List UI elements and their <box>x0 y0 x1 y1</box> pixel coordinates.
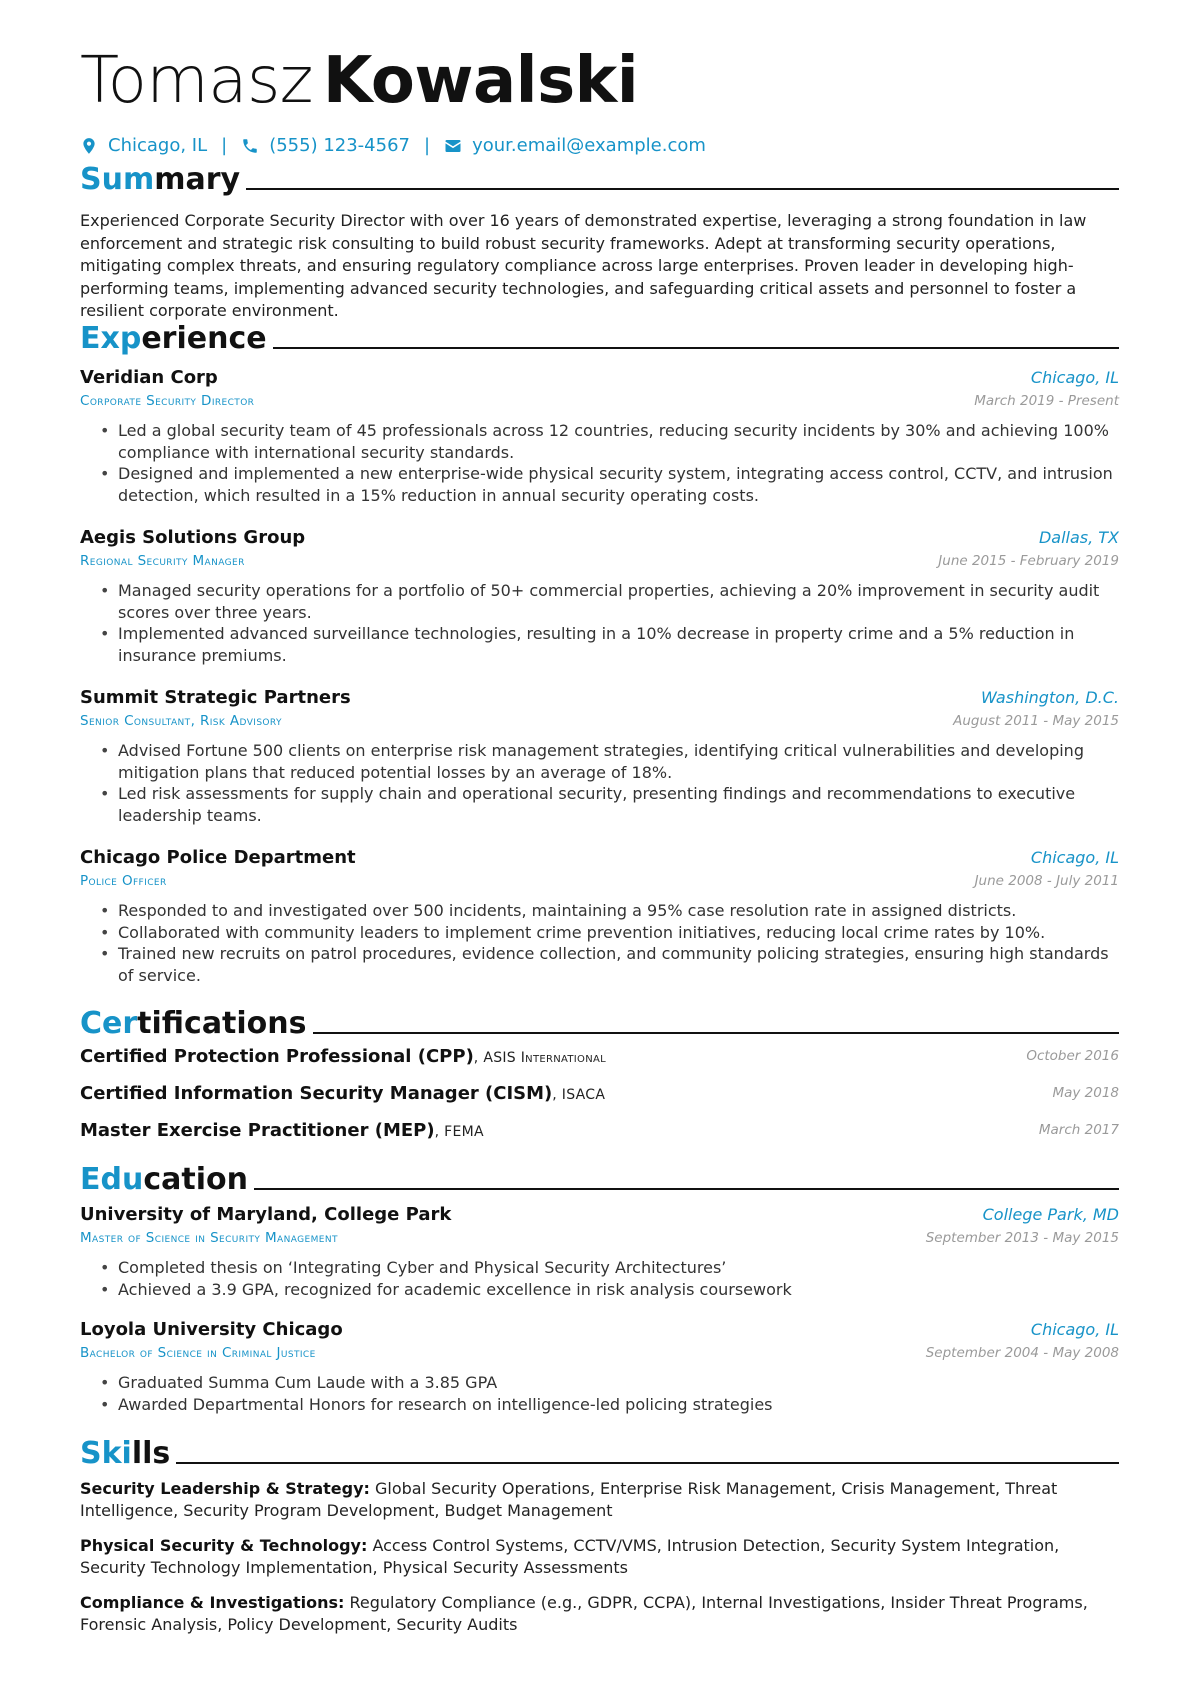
location-text: Chicago, IL <box>108 135 208 156</box>
map-pin-icon <box>80 137 98 155</box>
certification-item: Certified Information Security Manager (CISM), ISACA May 2018 <box>80 1083 1119 1104</box>
skill-group-label: Security Leadership & Strategy: <box>80 1479 370 1498</box>
contact-bar <box>80 135 706 156</box>
bullet-item: • Achieved a 3.9 GPA, recognized for academic excellence in risk analysis coursework <box>118 1279 1119 1301</box>
experience-entry <box>80 846 1119 986</box>
job-title: Senior Consultant, Risk Advisory <box>80 713 282 729</box>
contact-phone[interactable] <box>241 135 410 156</box>
certification-name: Certified Protection Professional (CPP) <box>80 1046 474 1067</box>
bullet-item: • Responded to and investigated over 500 incidents, maintaining a 95% case resolution rate in assigned districts. <box>118 900 1119 922</box>
skill-group <box>80 1592 1119 1636</box>
section-title: Experience <box>80 321 267 356</box>
skill-group-text: Global Security Operations, Enterprise Risk Management, Crisis Management, Threat Intelligence, Security Program Development, Budget Management <box>80 1479 1058 1520</box>
job-dates: August 2011 - May 2015 <box>953 713 1119 729</box>
bullet-list <box>80 740 1119 826</box>
bullet-list <box>80 420 1119 506</box>
experience-entry <box>80 366 1119 506</box>
phone-text: (555) 123-4567 <box>269 135 410 156</box>
bullet-list <box>80 900 1119 986</box>
certification-date: March 2017 <box>1038 1122 1119 1138</box>
section-title: Skills <box>80 1436 171 1471</box>
bullet-item: • Led risk assessments for supply chain and operational security, presenting findings and recommendations to executive leadership teams. <box>118 783 1119 826</box>
skill-group-text: Regulatory Compliance (e.g., GDPR, CCPA), Internal Investigations, Insider Threat Programs, Forensic Analysis, Policy Development, Security Audits <box>80 1593 1088 1634</box>
job-title: Corporate Security Director <box>80 393 255 409</box>
section-title: Summary <box>80 162 241 197</box>
certification-date: May 2018 <box>1052 1085 1119 1101</box>
school-name: University of Maryland, College Park <box>80 1204 452 1225</box>
education-section-header <box>80 1156 1119 1196</box>
contact-separator: | <box>424 135 431 156</box>
summary-text: Experienced Corporate Security Director with over 16 years of demonstrated expertise, leveraging a strong foundation in law enforcement and strategic risk consulting to build robust security frameworks. Adept at transforming security operations, mitigating complex threats, and ensuring regulatory compliance across large enterprises. Proven leader in developing high-performing teams, implementing advanced security technologies, and safeguarding critical assets and personnel to foster a resilient corporate environment. <box>80 211 1087 320</box>
degree-name: Master of Science in Security Management <box>80 1230 338 1246</box>
bullet-item: • Designed and implemented a new enterprise-wide physical security system, integrating access control, CCTV, and intrusion detection, which resulted in a 15% reduction in annual security operating costs. <box>118 463 1119 506</box>
skill-group-label: Physical Security & Technology: <box>80 1536 368 1555</box>
school-location: Chicago, IL <box>1030 1320 1119 1339</box>
job-dates: June 2015 - February 2019 <box>938 553 1119 569</box>
section-rule <box>176 1462 1119 1464</box>
employer-name: Aegis Solutions Group <box>80 527 306 548</box>
certification-issuer: FEMA <box>444 1124 484 1140</box>
certification-issuer: ISACA <box>561 1087 606 1103</box>
skill-group-label: Compliance & Investigations: <box>80 1593 345 1612</box>
experience-entry <box>80 686 1119 826</box>
bullet-item: • Completed thesis on ‘Integrating Cyber and Physical Security Architectures’ <box>118 1257 1119 1279</box>
section-rule <box>313 1032 1119 1034</box>
skill-group <box>80 1478 1119 1522</box>
contact-email[interactable] <box>444 135 706 156</box>
section-rule <box>246 188 1119 190</box>
certifications-section-header <box>80 1000 1119 1040</box>
school-location: College Park, MD <box>982 1205 1119 1224</box>
education-entry <box>80 1318 1119 1415</box>
school-dates: September 2013 - May 2015 <box>925 1230 1119 1246</box>
experience-section-header <box>80 315 1119 355</box>
job-location: Chicago, IL <box>1030 368 1119 387</box>
bullet-item: • Graduated Summa Cum Laude with a 3.85 GPA <box>118 1372 1119 1394</box>
school-dates: September 2004 - May 2008 <box>925 1345 1119 1361</box>
skill-group-text: Access Control Systems, CCTV/VMS, Intrusion Detection, Security System Integration, Security Technology Implementation, Physical Security Assessments <box>80 1536 1060 1577</box>
last-name: Kowalski <box>322 44 639 118</box>
email-text: your.email@example.com <box>472 135 706 156</box>
school-name: Loyola University Chicago <box>80 1319 343 1340</box>
employer-name: Veridian Corp <box>80 367 218 388</box>
job-location: Dallas, TX <box>1038 528 1119 547</box>
name-heading <box>80 44 638 124</box>
bullet-item: • Led a global security team of 45 professionals across 12 countries, reducing security incidents by 30% and achieving 100% compliance with international security standards. <box>118 420 1119 463</box>
degree-name: Bachelor of Science in Criminal Justice <box>80 1345 316 1361</box>
section-title: Education <box>80 1162 248 1197</box>
first-name: Tomasz <box>80 44 313 118</box>
certification-name: Certified Information Security Manager (CISM) <box>80 1083 553 1104</box>
job-title: Police Officer <box>80 873 167 889</box>
certification-date: October 2016 <box>1026 1048 1119 1064</box>
section-title: Certifications <box>80 1006 307 1041</box>
envelope-icon <box>444 137 462 155</box>
employer-name: Chicago Police Department <box>80 847 356 868</box>
bullet-item: • Managed security operations for a portfolio of 50+ commercial properties, achieving a 20% improvement in security audit scores over three years. <box>118 580 1119 623</box>
bullet-item: • Collaborated with community leaders to implement crime prevention initiatives, reducing local crime rates by 10%. <box>118 922 1119 944</box>
bullet-list <box>80 580 1119 666</box>
certification-name: Master Exercise Practitioner (MEP) <box>80 1120 435 1141</box>
bullet-list <box>80 1372 1119 1415</box>
job-location: Washington, D.C. <box>980 688 1119 707</box>
contact-location <box>80 135 207 156</box>
experience-entry <box>80 526 1119 666</box>
job-title: Regional Security Manager <box>80 553 245 569</box>
job-dates: June 2008 - July 2011 <box>974 873 1119 889</box>
bullet-list <box>80 1257 1119 1300</box>
certification-item: Master Exercise Practitioner (MEP), FEMA March 2017 <box>80 1120 1119 1141</box>
section-rule <box>273 347 1119 349</box>
bullet-item: • Trained new recruits on patrol procedures, evidence collection, and community policing strategies, ensuring high standards of service. <box>118 943 1119 986</box>
skills-section-header <box>80 1430 1119 1470</box>
education-entry <box>80 1203 1119 1300</box>
bullet-item: • Implemented advanced surveillance technologies, resulting in a 10% decrease in property crime and a 5% reduction in insurance premiums. <box>118 623 1119 666</box>
employer-name: Summit Strategic Partners <box>80 687 351 708</box>
skill-group <box>80 1535 1119 1579</box>
phone-icon <box>241 137 259 155</box>
bullet-item: • Awarded Departmental Honors for research on intelligence-led policing strategies <box>118 1394 1119 1416</box>
contact-separator: | <box>221 135 228 156</box>
certification-item: Certified Protection Professional (CPP), ASIS International October 2016 <box>80 1046 1119 1067</box>
job-location: Chicago, IL <box>1030 848 1119 867</box>
section-rule <box>254 1188 1119 1190</box>
summary-section-header <box>80 156 1119 196</box>
bullet-item: • Advised Fortune 500 clients on enterprise risk management strategies, identifying critical vulnerabilities and developing mitigation plans that reduced potential losses by an average of 18%. <box>118 740 1119 783</box>
job-dates: March 2019 - Present <box>974 393 1119 409</box>
certification-issuer: ASIS International <box>483 1050 606 1066</box>
